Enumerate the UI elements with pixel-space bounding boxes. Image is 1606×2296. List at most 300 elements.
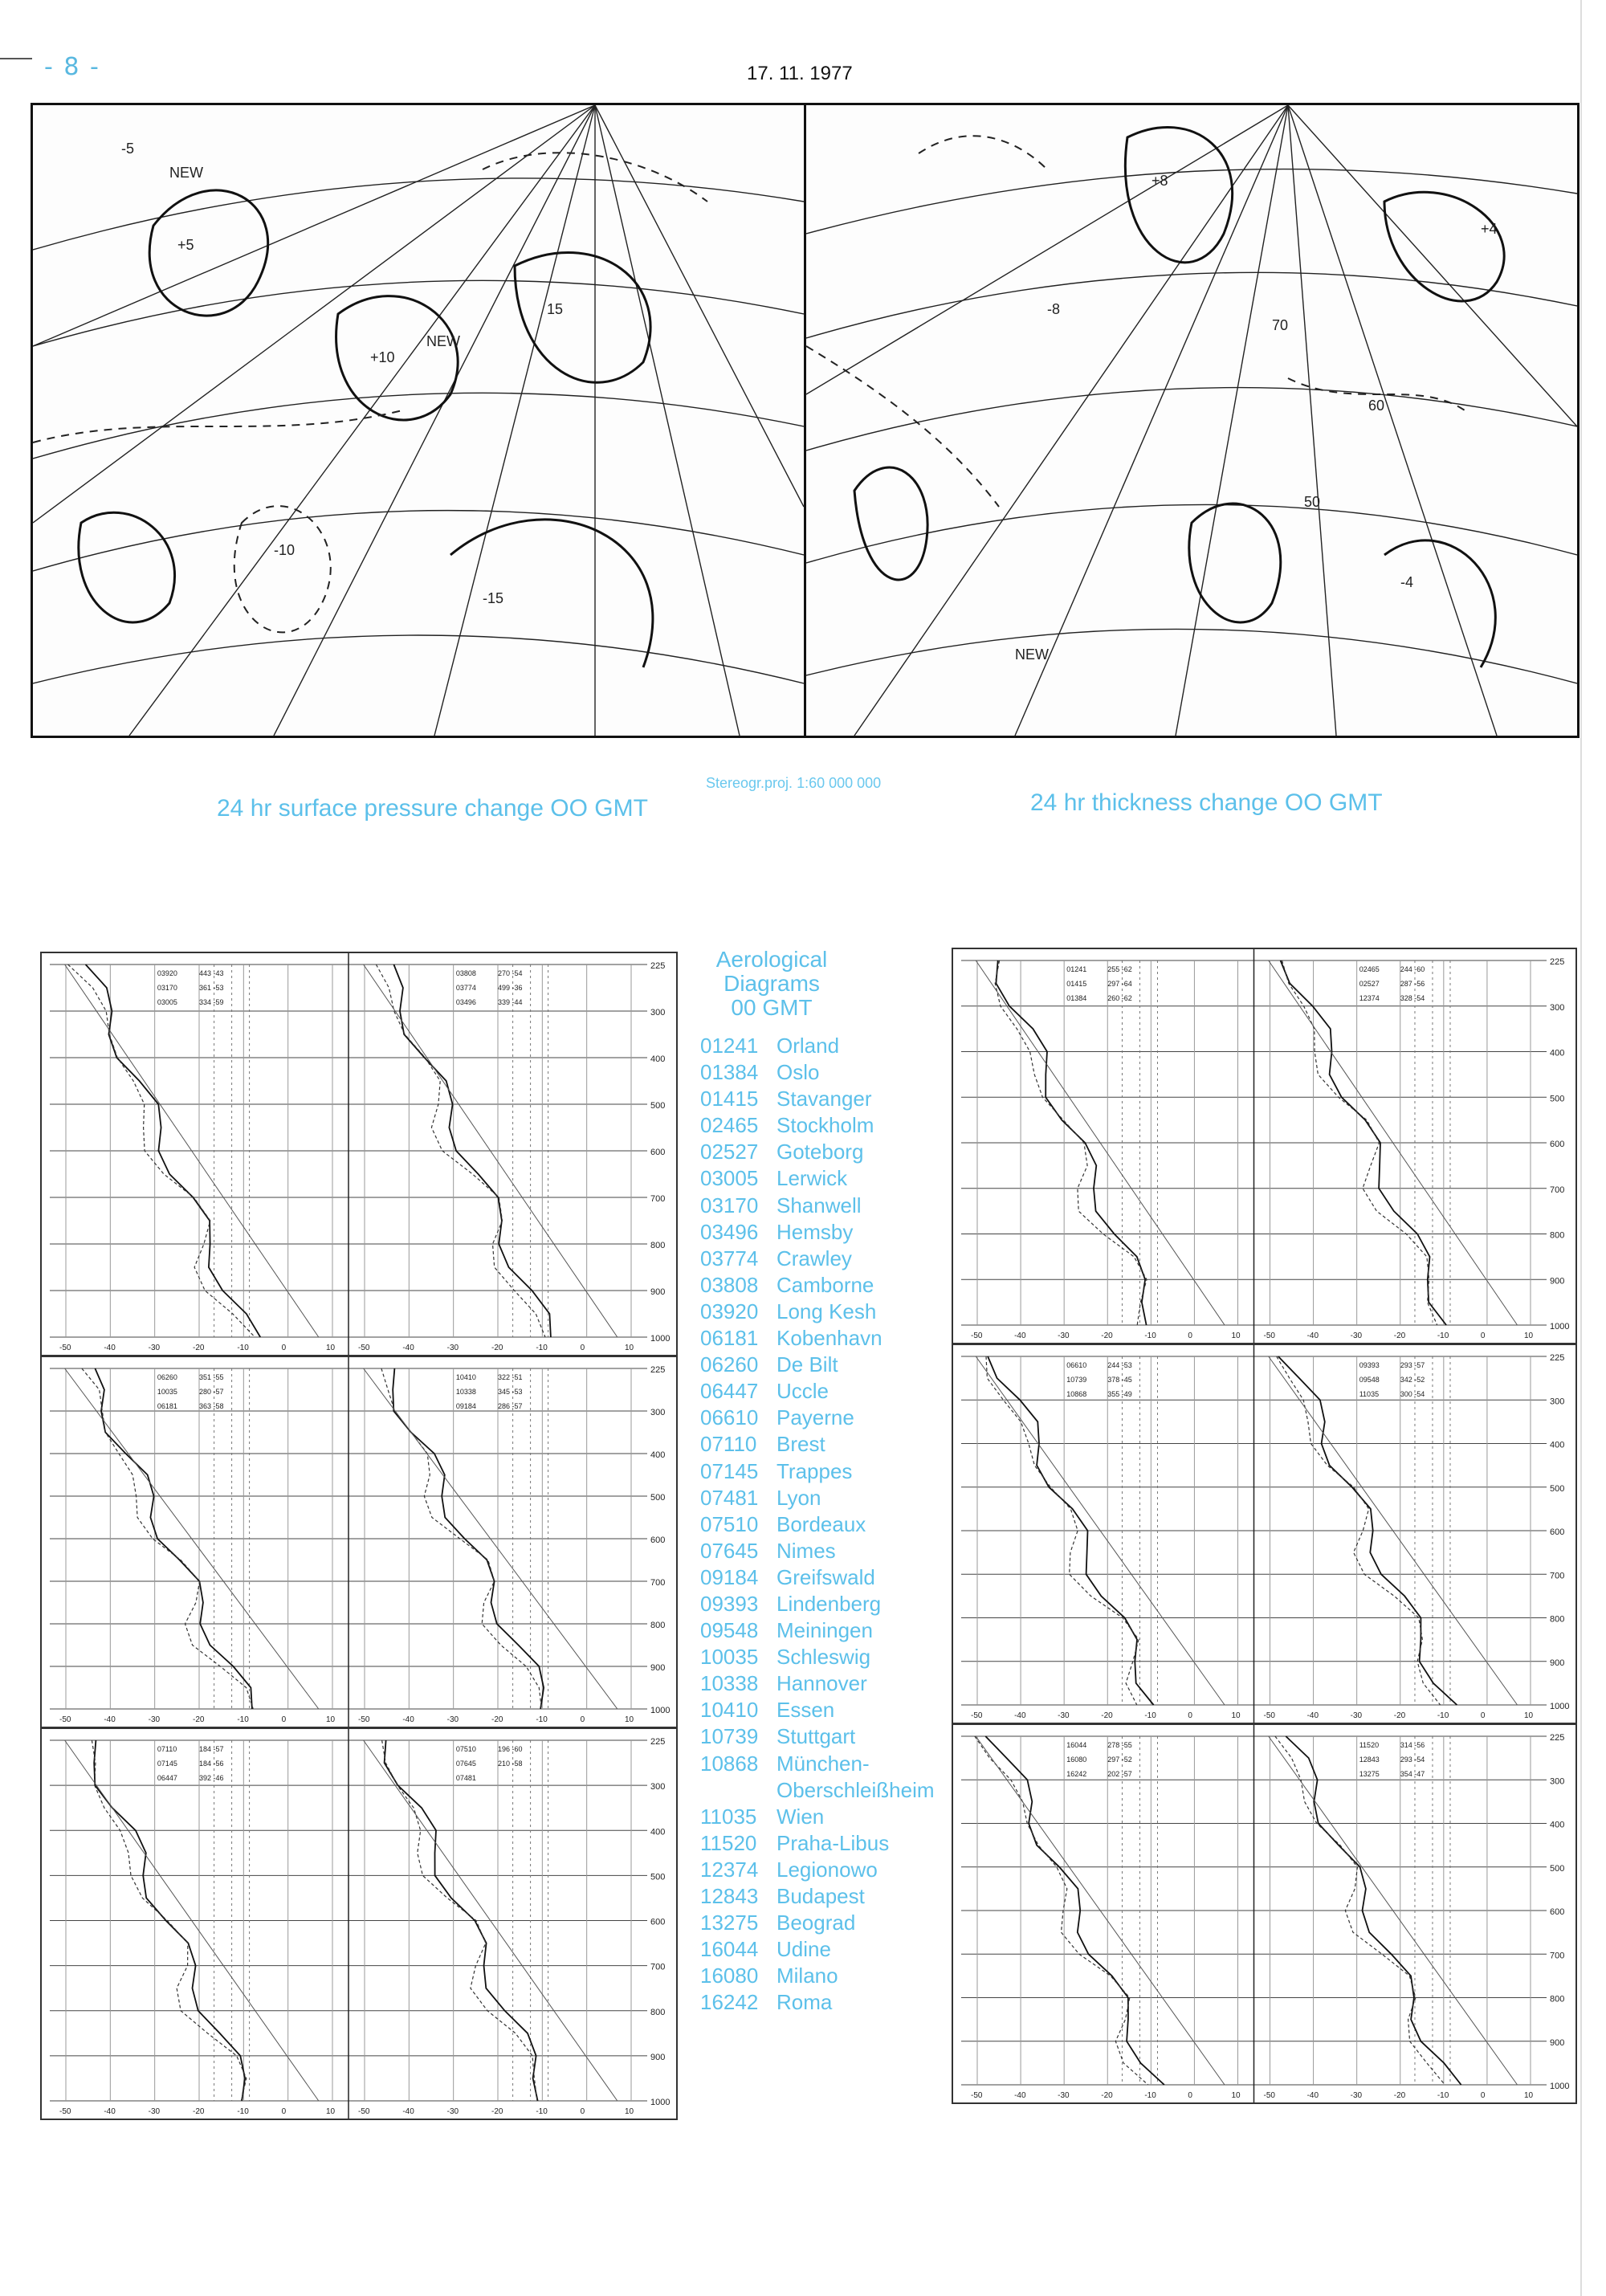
station-name: Trappes bbox=[777, 1458, 853, 1483]
station-name: Greifswald bbox=[777, 1564, 875, 1589]
station-name: München- bbox=[777, 1751, 870, 1776]
thickness-mark-6: 60 bbox=[1368, 398, 1385, 414]
pressure-tick-label: 800 bbox=[650, 1241, 666, 1250]
temperature-tick-label: -50 bbox=[971, 2091, 983, 2100]
panel-station-value: 287 -56 bbox=[1400, 980, 1425, 988]
station-name: Stavanger bbox=[777, 1087, 872, 1111]
temperature-tick-label: -40 bbox=[1014, 1711, 1026, 1720]
temperature-tick-label: -40 bbox=[402, 1715, 414, 1724]
station-row bbox=[700, 1112, 965, 1139]
panel-station-code: 03774 bbox=[455, 984, 476, 992]
panel-station-value: 361 -53 bbox=[199, 984, 224, 992]
station-row bbox=[700, 1989, 965, 2016]
panel-station-code: 06181 bbox=[157, 1402, 177, 1410]
temperature-tick-label: -20 bbox=[1393, 1711, 1406, 1720]
panel-station-value: 244 -60 bbox=[1400, 965, 1425, 973]
station-name: Kobenhavn bbox=[777, 1326, 882, 1351]
temperature-tick-label: 10 bbox=[1524, 2091, 1534, 2100]
panel-station-value: 354 -47 bbox=[1400, 1770, 1425, 1778]
station-row bbox=[700, 1644, 965, 1670]
temperature-tick-label: -30 bbox=[446, 1344, 459, 1352]
temperature-tick-label: 10 bbox=[326, 1715, 336, 1724]
projection-note: Stereogr.proj. 1:60 000 000 bbox=[706, 775, 882, 791]
station-name: Lyon bbox=[777, 1485, 821, 1510]
station-code: 03005 bbox=[700, 1166, 759, 1191]
pressure-tick-label: 800 bbox=[650, 1621, 666, 1630]
temperature-tick-label: -10 bbox=[1144, 2091, 1156, 2100]
station-name: Stockholm bbox=[777, 1113, 874, 1138]
pressure-tick-label: 700 bbox=[650, 1194, 666, 1204]
station-row bbox=[700, 1431, 965, 1458]
temperature-tick-label: -20 bbox=[193, 1344, 205, 1352]
aerological-diagram-r3 bbox=[952, 1723, 1577, 2104]
panel-station-value: 322 -51 bbox=[498, 1373, 523, 1381]
pressure-tick-label: 300 bbox=[1550, 1002, 1565, 1013]
station-row bbox=[700, 1804, 965, 1830]
panel-station-value: 293 -57 bbox=[1400, 1361, 1425, 1369]
station-row bbox=[700, 1830, 965, 1857]
pressure-tick-label: 1000 bbox=[650, 1706, 671, 1715]
temperature-tick-label: -30 bbox=[446, 1715, 459, 1724]
station-name: Goteborg bbox=[777, 1140, 864, 1164]
station-row bbox=[700, 1751, 965, 1777]
pressure-tick-label: 1000 bbox=[650, 2098, 671, 2107]
panel-station-code: 16080 bbox=[1066, 1756, 1087, 1764]
panel-station-code: 11035 bbox=[1359, 1390, 1380, 1398]
temperature-tick-label: -50 bbox=[358, 1344, 370, 1352]
temperature-tick-label: -40 bbox=[1014, 2091, 1026, 2100]
pressure-tick-label: 225 bbox=[650, 1737, 666, 1747]
station-name: Shanwell bbox=[777, 1193, 862, 1217]
temperature-tick-label: -30 bbox=[148, 1715, 161, 1724]
panel-station-value: 339 -44 bbox=[498, 998, 523, 1006]
temperature-tick-label: 10 bbox=[625, 2107, 634, 2116]
temperature-tick-label: 0 bbox=[1188, 1711, 1192, 1720]
station-name: Orland bbox=[777, 1034, 840, 1058]
panel-station-value: 300 -54 bbox=[1400, 1390, 1425, 1398]
panel-station-value: 270 -54 bbox=[498, 969, 523, 977]
temperature-tick-label: -20 bbox=[193, 1715, 205, 1724]
aerological-diagram-l3 bbox=[40, 1727, 678, 2120]
temperature-tick-label: -10 bbox=[237, 1344, 249, 1352]
pressure-tick-label: 225 bbox=[650, 961, 666, 971]
station-code: 06260 bbox=[700, 1352, 759, 1377]
panel-station-code: 01384 bbox=[1066, 994, 1087, 1002]
station-code: 09548 bbox=[700, 1618, 759, 1643]
station-code: 10868 bbox=[700, 1751, 759, 1776]
station-code: 01384 bbox=[700, 1060, 759, 1085]
station-name: Legionowo bbox=[777, 1857, 878, 1882]
thickness-mark-7: 70 bbox=[1272, 317, 1289, 333]
panel-station-code: 02465 bbox=[1359, 965, 1380, 973]
temperature-tick-label: -10 bbox=[1437, 1711, 1449, 1720]
temperature-tick-label: -20 bbox=[491, 2107, 503, 2116]
panel-station-code: 01241 bbox=[1066, 965, 1087, 973]
panel-station-value: 293 -54 bbox=[1400, 1756, 1425, 1764]
panel-station-code: 03170 bbox=[157, 984, 177, 992]
pressure-tick-label: 500 bbox=[650, 1872, 666, 1882]
station-name: De Bilt bbox=[777, 1352, 838, 1377]
station-code: 03496 bbox=[700, 1219, 759, 1244]
station-code: 01415 bbox=[700, 1087, 759, 1111]
station-row bbox=[700, 1378, 965, 1405]
temperature-tick-label: -30 bbox=[1350, 1711, 1363, 1720]
panel-station-value: 363 -58 bbox=[199, 1402, 224, 1410]
temperature-tick-label: 10 bbox=[1524, 1711, 1534, 1720]
pressure-tick-label: 600 bbox=[1550, 1140, 1565, 1149]
station-code: 03170 bbox=[700, 1193, 759, 1217]
temperature-tick-label: -40 bbox=[1306, 2091, 1319, 2100]
station-row bbox=[700, 1857, 965, 1883]
pressure-tick-label: 400 bbox=[1550, 1820, 1565, 1830]
panel-station-value: 345 -53 bbox=[498, 1388, 523, 1396]
station-code: 07481 bbox=[700, 1485, 759, 1510]
temperature-tick-label: 0 bbox=[1480, 1332, 1486, 1340]
temperature-tick-label: -50 bbox=[971, 1332, 983, 1340]
station-name: Uccle bbox=[777, 1379, 829, 1404]
panel-station-value: 184 -56 bbox=[199, 1760, 224, 1768]
station-name: Roma bbox=[777, 1990, 833, 2015]
station-code: 09184 bbox=[700, 1564, 759, 1589]
station-name: Meiningen bbox=[777, 1618, 873, 1643]
station-row bbox=[700, 1511, 965, 1538]
temperature-tick-label: -50 bbox=[59, 2107, 71, 2116]
panel-station-code: 16242 bbox=[1066, 1770, 1087, 1778]
page-date: 17. 11. 1977 bbox=[747, 63, 853, 84]
panel-station-code: 12843 bbox=[1359, 1756, 1380, 1764]
panel-station-value: 328 -54 bbox=[1400, 994, 1425, 1002]
thickness-mark-5: 50 bbox=[1304, 494, 1321, 510]
pressure-tick-label: 700 bbox=[1550, 1571, 1565, 1581]
station-code: 06181 bbox=[700, 1326, 759, 1351]
temperature-tick-label: 0 bbox=[580, 2107, 585, 2116]
station-code: 13275 bbox=[700, 1911, 759, 1935]
station-code: 07510 bbox=[700, 1511, 759, 1536]
temperature-tick-label: 10 bbox=[326, 2107, 336, 2116]
temperature-tick-label: -50 bbox=[1263, 1711, 1275, 1720]
temperature-tick-label: -40 bbox=[402, 2107, 414, 2116]
thickness-mark-new: NEW bbox=[1015, 646, 1049, 663]
pressure-tick-label: 800 bbox=[1550, 1614, 1565, 1625]
station-name: Oslo bbox=[777, 1060, 820, 1085]
temperature-tick-label: 10 bbox=[1524, 1332, 1534, 1340]
temperature-tick-label: -40 bbox=[104, 2107, 116, 2116]
surface-mark-1: -5 bbox=[121, 141, 135, 157]
panel-station-code: 13275 bbox=[1359, 1770, 1380, 1778]
temperature-tick-label: -10 bbox=[1437, 1332, 1449, 1340]
thickness-map-drawing bbox=[806, 105, 1577, 736]
pressure-tick-label: 700 bbox=[650, 1962, 666, 1972]
panel-station-value: 255 -62 bbox=[1107, 965, 1132, 973]
panel-station-code: 07110 bbox=[157, 1745, 177, 1753]
pressure-tick-label: 400 bbox=[1550, 1048, 1565, 1058]
temperature-tick-label: 0 bbox=[580, 1344, 585, 1352]
station-row bbox=[700, 1936, 965, 1963]
station-name: Payerne bbox=[777, 1405, 854, 1430]
station-name: Milano bbox=[777, 1964, 838, 1988]
surface-mark-5: 15 bbox=[547, 301, 564, 317]
pressure-tick-label: 600 bbox=[650, 1917, 666, 1927]
temperature-tick-label: -10 bbox=[1437, 2091, 1449, 2100]
temperature-tick-label: -20 bbox=[1393, 1332, 1406, 1340]
legend-title-line-1: Aerological bbox=[715, 947, 828, 972]
station-row bbox=[700, 1299, 965, 1325]
pressure-tick-label: 300 bbox=[650, 1008, 666, 1017]
right-edge-rule bbox=[1580, 0, 1582, 2296]
pressure-tick-label: 500 bbox=[1550, 1863, 1565, 1874]
pressure-tick-label: 800 bbox=[650, 2007, 666, 2017]
station-name: Oberschleißheim bbox=[777, 1777, 935, 1802]
temperature-tick-label: -50 bbox=[358, 1715, 370, 1724]
temperature-tick-label: -20 bbox=[1393, 2091, 1406, 2100]
temperature-tick-label: -20 bbox=[193, 2107, 205, 2116]
panel-station-value: 202 -57 bbox=[1107, 1770, 1132, 1778]
legend-title-line-2: Diagrams bbox=[724, 971, 820, 996]
thickness-mark-4: -4 bbox=[1400, 574, 1414, 590]
pressure-tick-label: 800 bbox=[1550, 1994, 1565, 2004]
temperature-tick-label: 10 bbox=[625, 1715, 634, 1724]
surface-mark-new: NEW bbox=[169, 165, 203, 181]
panel-station-code: 09548 bbox=[1359, 1376, 1380, 1384]
station-name: Essen bbox=[777, 1698, 835, 1723]
panel-station-value: 499 -36 bbox=[498, 984, 523, 992]
thickness-map-caption: 24 hr thickness change OO GMT bbox=[1030, 789, 1383, 816]
station-code: 07110 bbox=[700, 1432, 757, 1457]
pressure-tick-label: 900 bbox=[650, 1663, 666, 1673]
temperature-tick-label: 0 bbox=[1480, 1711, 1486, 1720]
aerological-station-legend bbox=[700, 948, 965, 2016]
station-row bbox=[700, 1325, 965, 1352]
station-row bbox=[700, 1883, 965, 1910]
station-name: Lindenberg bbox=[777, 1591, 882, 1616]
station-name: Praha-Libus bbox=[777, 1830, 890, 1855]
panel-station-value: 260 -62 bbox=[1107, 994, 1132, 1002]
pressure-tick-label: 225 bbox=[650, 1365, 666, 1375]
pressure-tick-label: 600 bbox=[1550, 1907, 1565, 1917]
temperature-tick-label: -40 bbox=[402, 1344, 414, 1352]
temperature-tick-label: -40 bbox=[1306, 1332, 1319, 1340]
surface-mark-new-2: NEW bbox=[426, 333, 460, 349]
temperature-tick-label: -30 bbox=[446, 2107, 459, 2116]
temperature-tick-label: -40 bbox=[104, 1344, 116, 1352]
pressure-tick-label: 225 bbox=[1550, 957, 1565, 967]
panel-station-code: 03920 bbox=[157, 969, 177, 977]
pressure-tick-label: 600 bbox=[650, 1535, 666, 1545]
panel-station-code: 16044 bbox=[1066, 1741, 1087, 1749]
station-row bbox=[700, 1139, 965, 1165]
panel-station-value: 297 -52 bbox=[1107, 1756, 1132, 1764]
panel-station-code: 09184 bbox=[455, 1402, 476, 1410]
panel-station-value: 342 -52 bbox=[1400, 1376, 1425, 1384]
station-list bbox=[700, 1033, 965, 2016]
pressure-tick-label: 900 bbox=[1550, 1658, 1565, 1668]
station-row bbox=[700, 1485, 965, 1511]
station-name: Hemsby bbox=[777, 1219, 854, 1244]
station-row bbox=[700, 1458, 965, 1485]
station-row bbox=[700, 1910, 965, 1936]
station-name: Beograd bbox=[777, 1911, 856, 1935]
station-name: Nimes bbox=[777, 1538, 836, 1563]
pressure-tick-label: 1000 bbox=[1550, 1702, 1570, 1711]
pressure-tick-label: 800 bbox=[1550, 1230, 1565, 1241]
station-code: 02527 bbox=[700, 1140, 759, 1164]
temperature-tick-label: -30 bbox=[148, 2107, 161, 2116]
temperature-tick-label: -40 bbox=[104, 1715, 116, 1724]
pressure-tick-label: 500 bbox=[1550, 1483, 1565, 1494]
panel-station-code: 03496 bbox=[455, 998, 476, 1006]
panel-station-code: 10035 bbox=[157, 1388, 177, 1396]
station-name: Long Kesh bbox=[777, 1299, 877, 1323]
panel-station-code: 10868 bbox=[1066, 1390, 1087, 1398]
panel-station-value: 443 -43 bbox=[199, 969, 224, 977]
temperature-tick-label: -30 bbox=[1058, 1332, 1070, 1340]
station-row bbox=[700, 1591, 965, 1617]
temperature-tick-label: 0 bbox=[281, 2107, 287, 2116]
panel-station-code: 06260 bbox=[157, 1373, 177, 1381]
station-code: 03920 bbox=[700, 1299, 759, 1323]
station-code: 06610 bbox=[700, 1405, 759, 1430]
temperature-tick-label: 0 bbox=[281, 1715, 287, 1724]
temperature-tick-label: -10 bbox=[1144, 1711, 1156, 1720]
surface-map-drawing bbox=[33, 105, 804, 736]
temperature-tick-label: 10 bbox=[625, 1344, 634, 1352]
aerological-diagram-l2 bbox=[40, 1356, 678, 1728]
temperature-tick-label: 10 bbox=[326, 1344, 336, 1352]
thickness-change-map bbox=[804, 103, 1580, 738]
header-rule bbox=[0, 58, 32, 59]
pressure-tick-label: 225 bbox=[1550, 1353, 1565, 1363]
station-code: 09393 bbox=[700, 1591, 759, 1616]
panel-station-code: 02527 bbox=[1359, 980, 1380, 988]
station-row bbox=[700, 1246, 965, 1272]
thickness-mark-2: -8 bbox=[1047, 301, 1061, 317]
panel-station-value: 196 -60 bbox=[498, 1745, 523, 1753]
station-row bbox=[700, 1405, 965, 1431]
pressure-tick-label: 225 bbox=[1550, 1733, 1565, 1743]
temperature-tick-label: -20 bbox=[1101, 2091, 1113, 2100]
temperature-tick-label: -10 bbox=[536, 1715, 548, 1724]
pressure-tick-label: 300 bbox=[1550, 1397, 1565, 1407]
station-code: 10035 bbox=[700, 1645, 759, 1670]
temperature-tick-label: -20 bbox=[491, 1344, 503, 1352]
temperature-tick-label: -30 bbox=[1058, 1711, 1070, 1720]
panel-station-value: 334 -59 bbox=[199, 998, 224, 1006]
surface-mark-6: -15 bbox=[483, 590, 504, 606]
panel-station-value: 280 -57 bbox=[199, 1388, 224, 1396]
temperature-tick-label: -20 bbox=[1101, 1332, 1113, 1340]
thickness-mark-1: +8 bbox=[1152, 173, 1168, 189]
station-code: 02465 bbox=[700, 1113, 759, 1138]
panel-station-code: 10410 bbox=[455, 1373, 476, 1381]
station-code: 10338 bbox=[700, 1671, 759, 1696]
station-code: 11520 bbox=[700, 1830, 757, 1855]
thickness-mark-3: +4 bbox=[1481, 221, 1498, 237]
station-code: 12843 bbox=[700, 1884, 759, 1908]
panel-station-value: 355 -49 bbox=[1107, 1390, 1132, 1398]
station-code: 16044 bbox=[700, 1937, 759, 1962]
page-number: - 8 - bbox=[44, 53, 100, 81]
station-name: Stuttgart bbox=[777, 1724, 856, 1749]
station-row bbox=[700, 1617, 965, 1644]
pressure-tick-label: 300 bbox=[650, 1408, 666, 1417]
station-name: Brest bbox=[777, 1432, 825, 1457]
temperature-tick-label: 0 bbox=[1188, 1332, 1192, 1340]
temperature-tick-label: 10 bbox=[1231, 2091, 1241, 2100]
temperature-tick-label: -10 bbox=[237, 2107, 249, 2116]
panel-station-code: 10739 bbox=[1066, 1376, 1087, 1384]
surface-pressure-change-map bbox=[31, 103, 806, 738]
panel-station-code: 06447 bbox=[157, 1774, 177, 1782]
panel-station-value: 278 -55 bbox=[1107, 1741, 1132, 1749]
temperature-tick-label: -50 bbox=[971, 1711, 983, 1720]
panel-station-code: 09393 bbox=[1359, 1361, 1380, 1369]
temperature-tick-label: -40 bbox=[1306, 1711, 1319, 1720]
panel-station-code: 07145 bbox=[157, 1760, 177, 1768]
temperature-tick-label: 0 bbox=[1188, 2091, 1192, 2100]
pressure-tick-label: 400 bbox=[650, 1450, 666, 1460]
station-row bbox=[700, 1086, 965, 1112]
temperature-tick-label: -40 bbox=[1014, 1332, 1026, 1340]
pressure-tick-label: 400 bbox=[650, 1054, 666, 1064]
station-code: 07645 bbox=[700, 1538, 759, 1563]
panel-station-value: 351 -55 bbox=[199, 1373, 224, 1381]
temperature-tick-label: -20 bbox=[491, 1715, 503, 1724]
temperature-tick-label: -30 bbox=[1350, 1332, 1363, 1340]
panel-station-value: 392 -46 bbox=[199, 1774, 224, 1782]
pressure-tick-label: 400 bbox=[650, 1827, 666, 1837]
surface-mark-4: +10 bbox=[370, 349, 395, 365]
panel-station-code: 11520 bbox=[1359, 1741, 1380, 1749]
station-code: 11035 bbox=[700, 1804, 757, 1829]
panel-station-code: 06610 bbox=[1066, 1361, 1087, 1369]
pressure-tick-label: 700 bbox=[650, 1578, 666, 1588]
aerological-diagram-r1 bbox=[952, 948, 1577, 1344]
station-row bbox=[700, 1165, 965, 1192]
panel-station-value: 297 -64 bbox=[1107, 980, 1132, 988]
pressure-tick-label: 1000 bbox=[650, 1334, 671, 1344]
station-code bbox=[700, 1777, 777, 1804]
temperature-tick-label: 0 bbox=[580, 1715, 585, 1724]
temperature-tick-label: -10 bbox=[1144, 1332, 1156, 1340]
temperature-tick-label: -20 bbox=[1101, 1711, 1113, 1720]
panel-station-code: 07645 bbox=[455, 1760, 476, 1768]
temperature-tick-label: -50 bbox=[59, 1715, 71, 1724]
pressure-tick-label: 900 bbox=[1550, 1276, 1565, 1287]
panel-station-code: 12374 bbox=[1359, 994, 1380, 1002]
temperature-tick-label: -10 bbox=[536, 1344, 548, 1352]
temperature-tick-label: -10 bbox=[237, 1715, 249, 1724]
station-row bbox=[700, 1697, 965, 1723]
panel-station-value: 184 -57 bbox=[199, 1745, 224, 1753]
pressure-tick-label: 500 bbox=[650, 1493, 666, 1503]
surface-mark-2: +5 bbox=[177, 237, 194, 253]
temperature-tick-label: -10 bbox=[536, 2107, 548, 2116]
station-name: Udine bbox=[777, 1937, 831, 1962]
temperature-tick-label: -50 bbox=[59, 1344, 71, 1352]
station-row bbox=[700, 1193, 965, 1219]
temperature-tick-label: -50 bbox=[358, 2107, 370, 2116]
aerological-diagram-l1 bbox=[40, 952, 678, 1356]
station-name: Camborne bbox=[777, 1272, 874, 1297]
pressure-tick-label: 400 bbox=[1550, 1440, 1565, 1450]
station-row bbox=[700, 1272, 965, 1299]
panel-station-code: 10338 bbox=[455, 1388, 476, 1396]
station-code: 12374 bbox=[700, 1857, 759, 1882]
station-row bbox=[700, 1564, 965, 1591]
station-code: 03808 bbox=[700, 1272, 759, 1297]
temperature-tick-label: 0 bbox=[281, 1344, 287, 1352]
pressure-tick-label: 300 bbox=[650, 1782, 666, 1792]
